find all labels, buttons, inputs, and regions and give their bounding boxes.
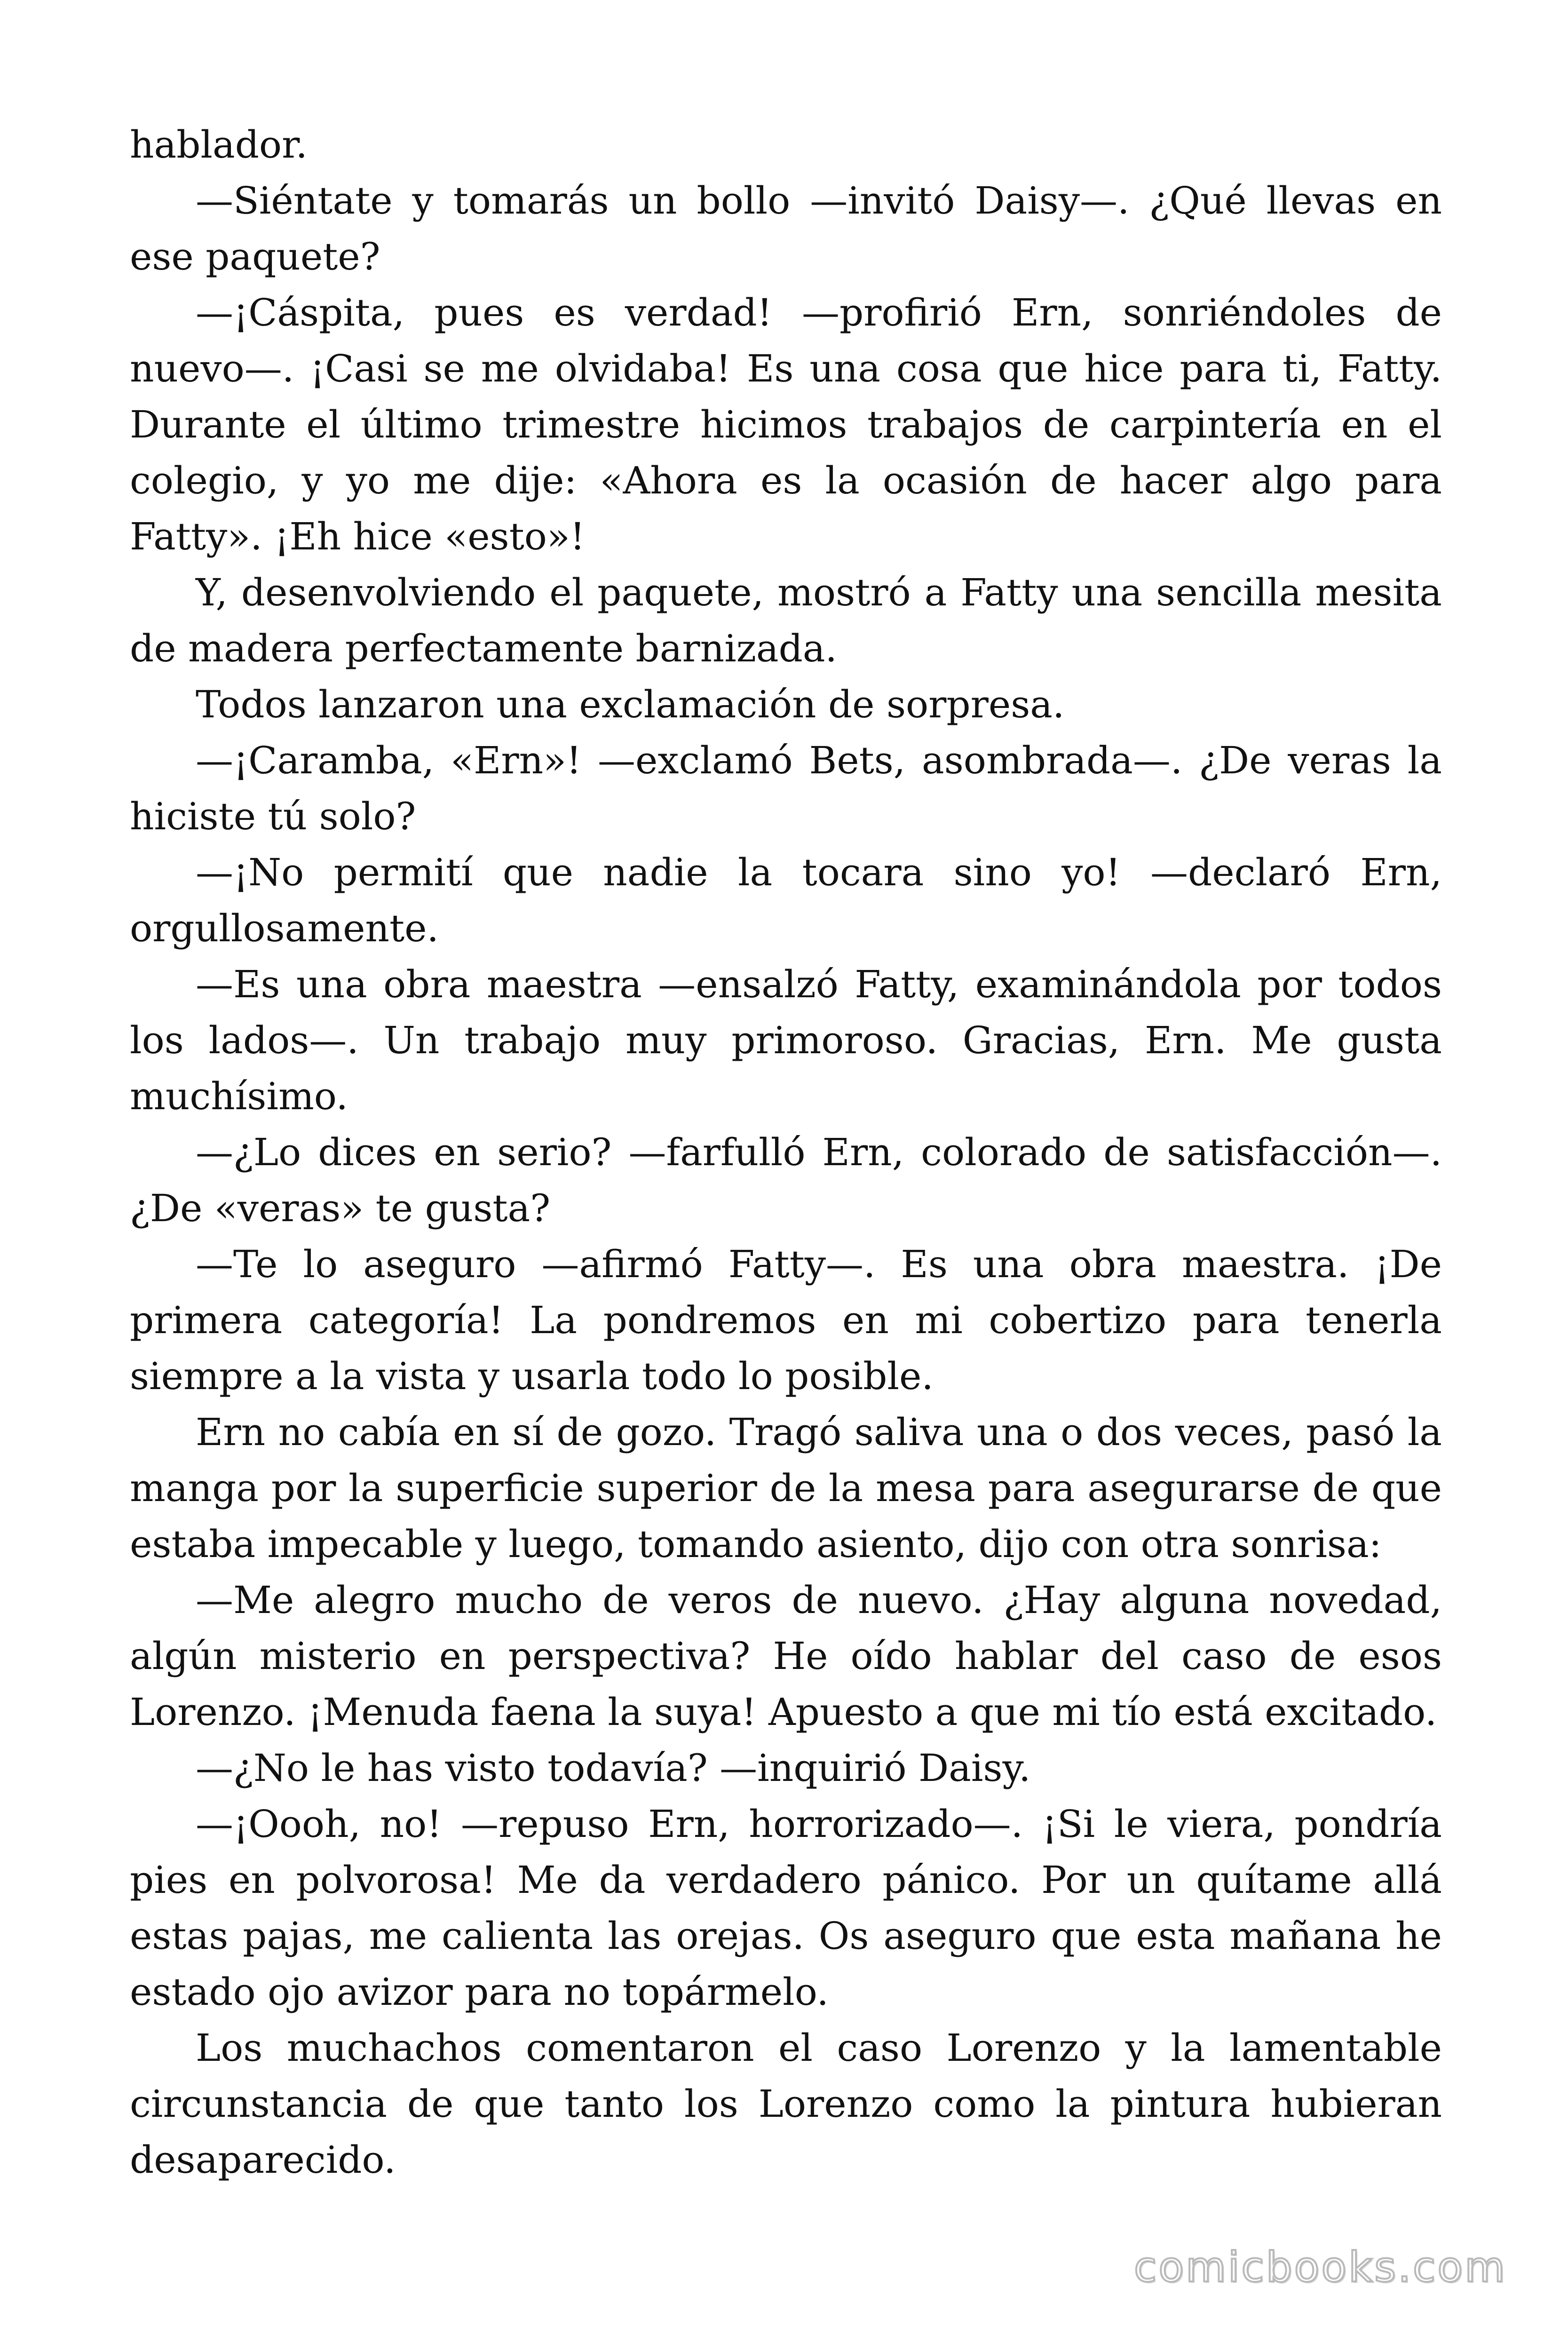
paragraph: Los muchachos comentaron el caso Lorenzo y la lamentable circunstancia de que tanto los Lorenzo como la pintura hubieran desaparecido.	[130, 2026, 1442, 2182]
paragraph: —Te lo aseguro —afirmó Fatty—. Es una obra maestra. ¡De primera categoría! La pondremos en mi cobertizo para tenerla siempre a la vista y usarla todo lo posible.	[130, 1242, 1442, 1398]
paragraph: —¡No permití que nadie la tocara sino yo! —declaró Ern, orgullosamente.	[130, 850, 1442, 950]
body-text	[130, 117, 1442, 2188]
paragraph: —¿Lo dices en serio? —farfulló Ern, colorado de satisfacción—. ¿De «veras» te gusta?	[130, 1130, 1442, 1230]
paragraph: —¡Cáspita, pues es verdad! —profirió Ern, sonriéndoles de nuevo—. ¡Casi se me olvidaba! Es una cosa que hice para ti, Fatty. Durante el último trimestre hicimos trabajos de carpintería en el colegio, y yo me dije: «Ahora es la ocasión de hacer algo para Fatty». ¡Eh hice «esto»!	[130, 291, 1442, 558]
paragraph: —¡Caramba, «Ern»! —exclamó Bets, asombrada—. ¿De veras la hiciste tú solo?	[130, 739, 1442, 838]
paragraph: Ern no cabía en sí de gozo. Tragó saliva una o dos veces, pasó la manga por la superficie superior de la mesa para asegurarse de que estaba impecable y luego, tomando asiento, dijo con otra sonrisa:	[130, 1410, 1442, 1566]
paragraph: —Siéntate y tomarás un bollo —invitó Daisy—. ¿Qué llevas en ese paquete?	[130, 179, 1442, 278]
paragraph: Y, desenvolviendo el paquete, mostró a Fatty una sencilla mesita de madera perfectamente barnizada.	[130, 571, 1442, 670]
paragraph: —Me alegro mucho de veros de nuevo. ¿Hay alguna novedad, algún misterio en perspectiva? He oído hablar del caso de esos Lorenzo. ¡Menuda faena la suya! Apuesto a que mi tío está excitado.	[130, 1578, 1442, 1734]
paragraph: Todos lanzaron una exclamación de sorpresa.	[196, 683, 1065, 726]
paragraph-continuation: hablador.	[130, 123, 308, 167]
watermark: comicbooks.com	[1133, 2243, 1507, 2291]
paragraph: —¡Oooh, no! —repuso Ern, horrorizado—. ¡Si le viera, pondría pies en polvorosa! Me da verdadero pánico. Por un quítame allá estas pajas, me calienta las orejas. Os aseguro que esta mañana he estado ojo avizor para no topármelo.	[130, 1802, 1442, 2014]
paragraph: —¿No le has visto todavía? —inquirió Daisy.	[196, 1746, 1031, 1790]
paragraph: —Es una obra maestra —ensalzó Fatty, examinándola por todos los lados—. Un trabajo muy primoroso. Gracias, Ern. Me gusta muchísimo.	[130, 962, 1442, 1118]
